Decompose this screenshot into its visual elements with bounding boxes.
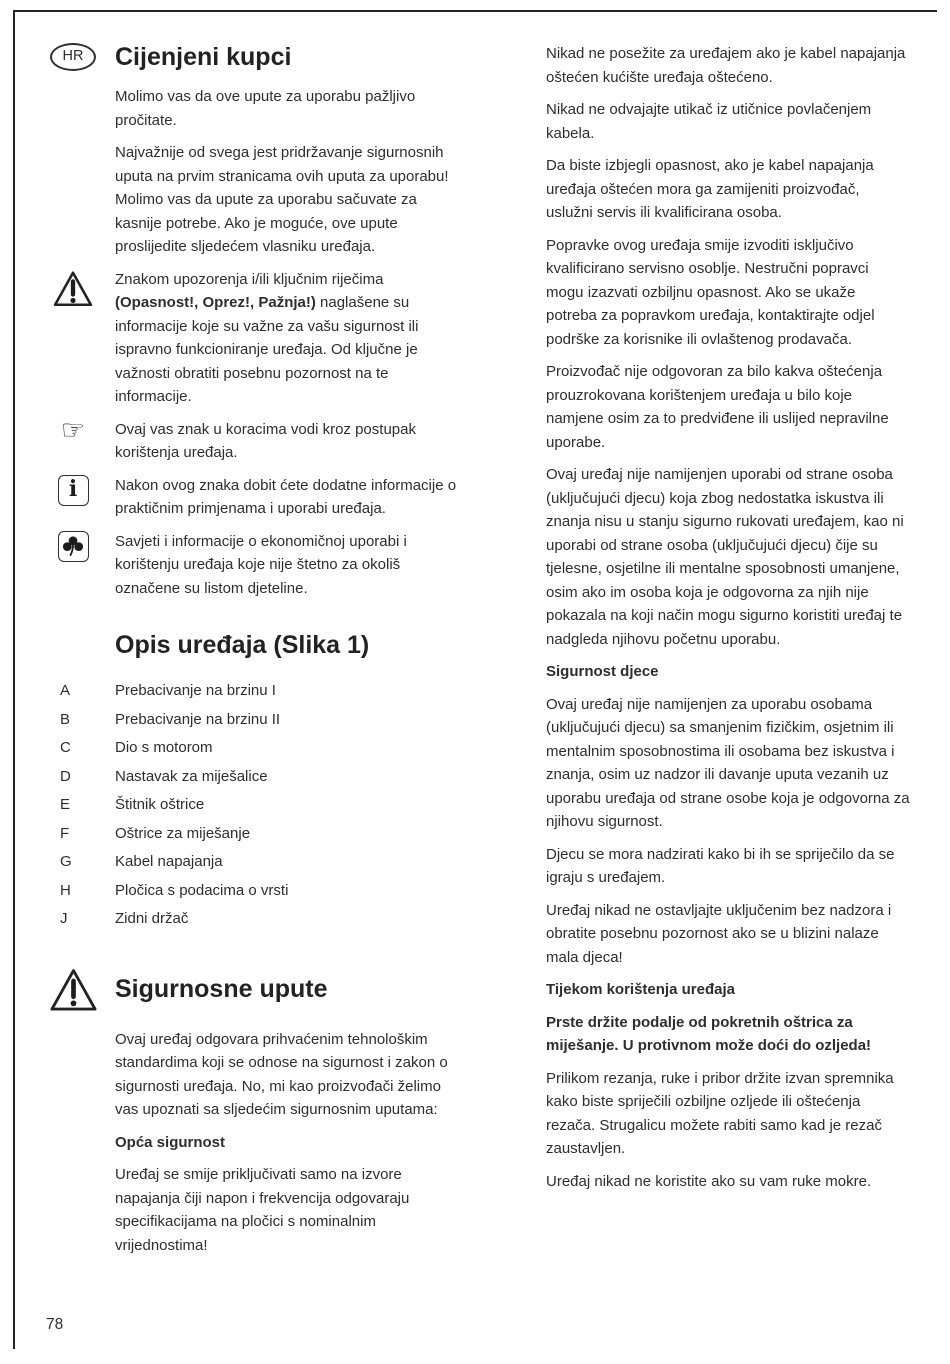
pointing-hand-icon: ☞ [60, 414, 86, 446]
bullet-marker [508, 98, 546, 145]
page-title: Cijenjeni kupci [115, 43, 292, 71]
bullet-marker [508, 360, 546, 454]
warning-triangle-icon [45, 966, 115, 1013]
safety-intro: Ovaj uređaj odgovara prihvaćenim tehnološkim standardima koji se odnose na sigurnost i zakon o sigurnosti uređaja. No, mi kao proizvođači želimo vas upoznati sa sljedećim sigurnosnim uputama: [115, 1030, 448, 1118]
bullet-marker [508, 234, 546, 352]
steps-note [45, 414, 465, 465]
language-badge: HR [50, 43, 96, 71]
device-list-item: H Pločica s podacima o vrsti [60, 881, 289, 899]
bullet-marker [508, 463, 546, 651]
device-list-item: A Prebacivanje na brzinu I [60, 682, 276, 699]
intro-paragraph: Molimo vas da ove upute za uporabu pažljivo pročitate. [115, 88, 416, 129]
safety-bullet: Da biste izbjegli opasnost, ako je kabel napajanja uređaja oštećen mora ga zamijeniti proizvođač, uslužni servis ili kvalificirana osoba. [508, 154, 910, 225]
info-note-text: Nakon ovog znaka dobit ćete dodatne informacije o praktičnim primjenama i uporabi uređaja. [115, 476, 457, 517]
left-column [45, 42, 465, 1266]
safety-bullet: Nikad ne posežite za uređajem ako je kabel napajanja oštećen kućište uređaja oštećeno. [508, 42, 910, 89]
safety-bullet: Prilikom rezanja, ruke i pribor držite izvan spremnika kako biste spriječili ozbiljne ozljede ili oštećenja rezača. Strugalicu možete rabiti samo kad je rezač zaustavljen. [508, 1067, 910, 1161]
bullet-marker [508, 899, 546, 970]
safety-bullet: Proizvođač nije odgovoran za bilo kakva oštećenja prouzrokovana korištenjem uređaja u bilo koje namjene osim za to predviđene ili uslijed nepravilne uporabe. [508, 360, 910, 454]
bullet-marker [508, 1170, 546, 1194]
bullet-marker [508, 42, 546, 89]
safety-bullet: Ovaj uređaj nije namijenjen za uporabu osobama (uključujući djecu) sa smanjenim fizičkim, osjetnim ili mentalnim sposobnostima ili osobama bez iskustva i znanja, osim uz nadzor ili davanje uputa vezanih uz uporabu uređaja od strane osobe koja je odgovorna za njihovu sigurnost. [508, 693, 910, 834]
general-safety-subheading: Opća sigurnost [115, 1133, 226, 1151]
bullet-marker [508, 693, 546, 834]
safety-bullet: Djecu se mora nadzirati kako bi ih se spriječilo da se igraju s uređajem. [508, 843, 910, 890]
safety-bullet: Uređaj se smije priključivati samo na izvore napajanja čiji napon i frekvencija odgovaraju specifikacijama na pločici s nominalnim vrijednostima! [45, 1163, 465, 1257]
right-column [508, 42, 910, 1202]
device-list-item: C Dio s motorom [60, 739, 213, 756]
bullet-marker [508, 1011, 546, 1058]
eco-note [45, 530, 465, 601]
children-safety-subheading: Sigurnost djece [546, 663, 659, 680]
safety-section-title: Sigurnosne upute [115, 975, 328, 1003]
device-list-item: D Nastavak za miješalice [60, 767, 268, 785]
warning-note-post: naglašene su informacije koje su važne za vašu sigurnost ili ispravno funkcioniranje uređaja. Od ključne je važnosti obratiti posebnu pozornost na te informacije. [115, 294, 419, 405]
usage-subheading: Tijekom korištenja uređaja [546, 981, 735, 998]
clover-icon [45, 530, 115, 601]
intro-paragraphs [115, 85, 465, 259]
bullet-marker [508, 154, 546, 225]
safety-section-header [45, 966, 465, 1013]
bullet-marker [85, 1163, 115, 1257]
bullet-marker [508, 843, 546, 890]
safety-intro-block [115, 1028, 465, 1155]
warning-note [45, 268, 465, 409]
safety-bullet: Nikad ne odvajajte utikač iz utičnice povlačenjem kabela. [508, 98, 910, 145]
info-icon: i [45, 474, 115, 521]
eco-note-text: Savjeti i informacije o ekonomičnoj uporabi i korištenju uređaja koje nije štetno za okoliš označene su listom djeteline. [115, 532, 407, 597]
steps-note-text: Ovaj vas znak u koracima vodi kroz postupak korištenja uređaja. [115, 420, 416, 461]
device-list [60, 677, 465, 934]
warning-note-keywords: (Opasnost!, Oprez!, Pažnja!) [115, 294, 316, 311]
page-number: 78 [46, 1316, 64, 1333]
safety-bullet: Popravke ovog uređaja smije izvoditi isključivo kvalificirano servisno osoblje. Nestručni popravci mogu izazvati ozbiljnu opasnost. Ako se ukaže potreba za popravkom uređaja, kontaktirajte odjel podrške za korisnike ili ovlaštenog prodavača. [508, 234, 910, 352]
device-list-item: B Prebacivanje na brzinu II [60, 710, 281, 728]
device-list-item: G Kabel napajanja [60, 853, 223, 870]
warning-note-text [115, 268, 465, 409]
intro-paragraph: Najvažnije od svega jest pridržavanje sigurnosnih uputa na prvim stranicama ovih uputa za uporabu! Molimo vas da upute za uporabu sačuvate za kasnije potrebe. Ako je moguće, ove upute proslijedite sljedećem vlasniku uređaja. [115, 144, 449, 255]
warning-note-pre: Znakom upozorenja i/ili ključnim riječima [115, 270, 384, 288]
warning-triangle-icon [45, 268, 115, 409]
safety-bullet: Ovaj uređaj nije namijenjen uporabi od strane osoba (uključujući djecu) koja zbog nedostatka iskustva ili znanja nisu u stanju sigurno rukovati uređajem, kao ni uporabi od strane osoba (uključujući djecu) čije su tjelesne, osjetilne ili mentalne sposobnosti umanjene, osim ako im osoba koja je odgovorna za njih nije pokazala na koji način mogu sigurno koristiti uređaj te nadgleda njihovu početnu uporabu. [508, 463, 910, 651]
language-badge-cell [45, 43, 115, 71]
document-header [45, 42, 465, 72]
safety-bullet: Uređaj nikad ne ostavljajte uključenim bez nadzora i obratite posebnu pozornost ako se u blizini nalaze mala djeca! [508, 899, 910, 970]
safety-bullet: Uređaj nikad ne koristite ako su vam ruke mokre. [508, 1170, 910, 1194]
bullet-marker [508, 1067, 546, 1161]
device-list-item: F Oštrice za miješanje [60, 824, 251, 842]
device-list-item: E Štitnik oštrice [60, 796, 205, 813]
device-section-title: Opis uređaja (Slika 1) [115, 631, 370, 659]
safety-bullet: Prste držite podalje od pokretnih oštrica za miješanje. U protivnom može doći do ozljeda! [508, 1011, 910, 1058]
device-list-item: J Zidni držač [60, 910, 189, 927]
info-note [45, 474, 465, 521]
